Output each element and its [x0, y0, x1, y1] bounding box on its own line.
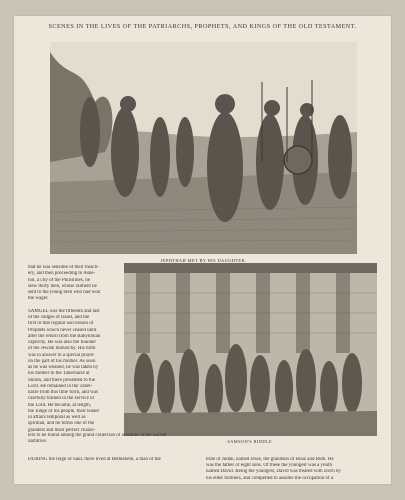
text-line: on the part of his mother. As soon	[28, 358, 96, 364]
bottom-right-paragraph	[206, 457, 378, 482]
text-line: Prophets which never ceased until	[28, 327, 97, 333]
text-line: named David. Being the youngest, David was treated with scorn by	[206, 469, 341, 475]
text-line: Lord. He remained in the Taber-	[28, 383, 93, 389]
text-line: that he was sensible of their treach-	[28, 265, 99, 270]
text-line: nacle from this time forth, and was	[28, 390, 98, 395]
engraving-samson-riddle	[124, 263, 377, 436]
bottom-left-paragraph	[28, 457, 198, 463]
text-line: carefully trained in the service of	[28, 396, 95, 402]
text-line: in affairs temporal as well as	[28, 415, 86, 420]
engraving-jephthah	[50, 42, 357, 254]
text-line: SAMUEL was the fifteenth and last	[28, 308, 100, 314]
text-line: ery, and then proceeding to Aske-	[28, 271, 96, 277]
text-line: after the return from the Babylonian	[28, 333, 101, 339]
text-line: the Lord. He became, at length,	[28, 402, 92, 408]
text-line: spiritual, and he forms one of the	[28, 421, 95, 427]
text-line: the Judge of his people, their leader	[28, 408, 100, 414]
text-line: grandest and most perfect charac-	[28, 427, 96, 433]
text-line: captivity. He was also the founder	[28, 340, 96, 345]
text-line: of the Jewish monarchy. His birth	[28, 346, 96, 352]
text-line: sent to the young men who had won	[28, 290, 101, 295]
caption-jephthah: JEPHTHAH MET BY HIS DAUGHTER.	[160, 258, 247, 263]
text-line: the wager.	[28, 296, 49, 302]
page-header: SCENES IN THE LIVES OF THE PATRIARCHS, PROPHETS, AND KINGS OF THE OLD TESTAMENT.	[48, 23, 357, 30]
wide-text-line	[28, 433, 376, 445]
book-page	[14, 16, 391, 484]
text-line: his elder brothers, and compelled to assume the occupation of a	[206, 475, 334, 481]
text-line: was the father of eight sons. Of these the youngest was a youth	[206, 463, 332, 469]
text-line: his mother to the Tabernacle at	[28, 371, 90, 377]
caption-samson-riddle: SAMSON'S RIDDLE.	[227, 439, 274, 444]
text-line: of the Judges of Israel, and the	[28, 315, 90, 320]
text-line: first in that regular succession of	[28, 321, 94, 327]
text-line: as he was weaned, he was taken by	[28, 365, 99, 370]
text-line: ters to be found among the grand collection of worthies in the Sacred	[28, 433, 167, 438]
text-line: slew thirty men, whose raiment he	[28, 283, 97, 289]
left-text-column	[28, 265, 121, 434]
text-line: DURING the reign of Saul, there lived at Bethlehem, a man of the	[28, 457, 161, 462]
text-line: was in answer to a special prayer	[28, 352, 95, 358]
text-line: narrative.	[28, 439, 48, 445]
text-line: lon, a city of the Philistines, he	[28, 277, 90, 283]
text-line: tribe of Judah, named Jesse, the grandson of Boaz and Ruth. He	[206, 457, 334, 462]
text-line: Shiloh, and there presented to the	[28, 377, 95, 383]
